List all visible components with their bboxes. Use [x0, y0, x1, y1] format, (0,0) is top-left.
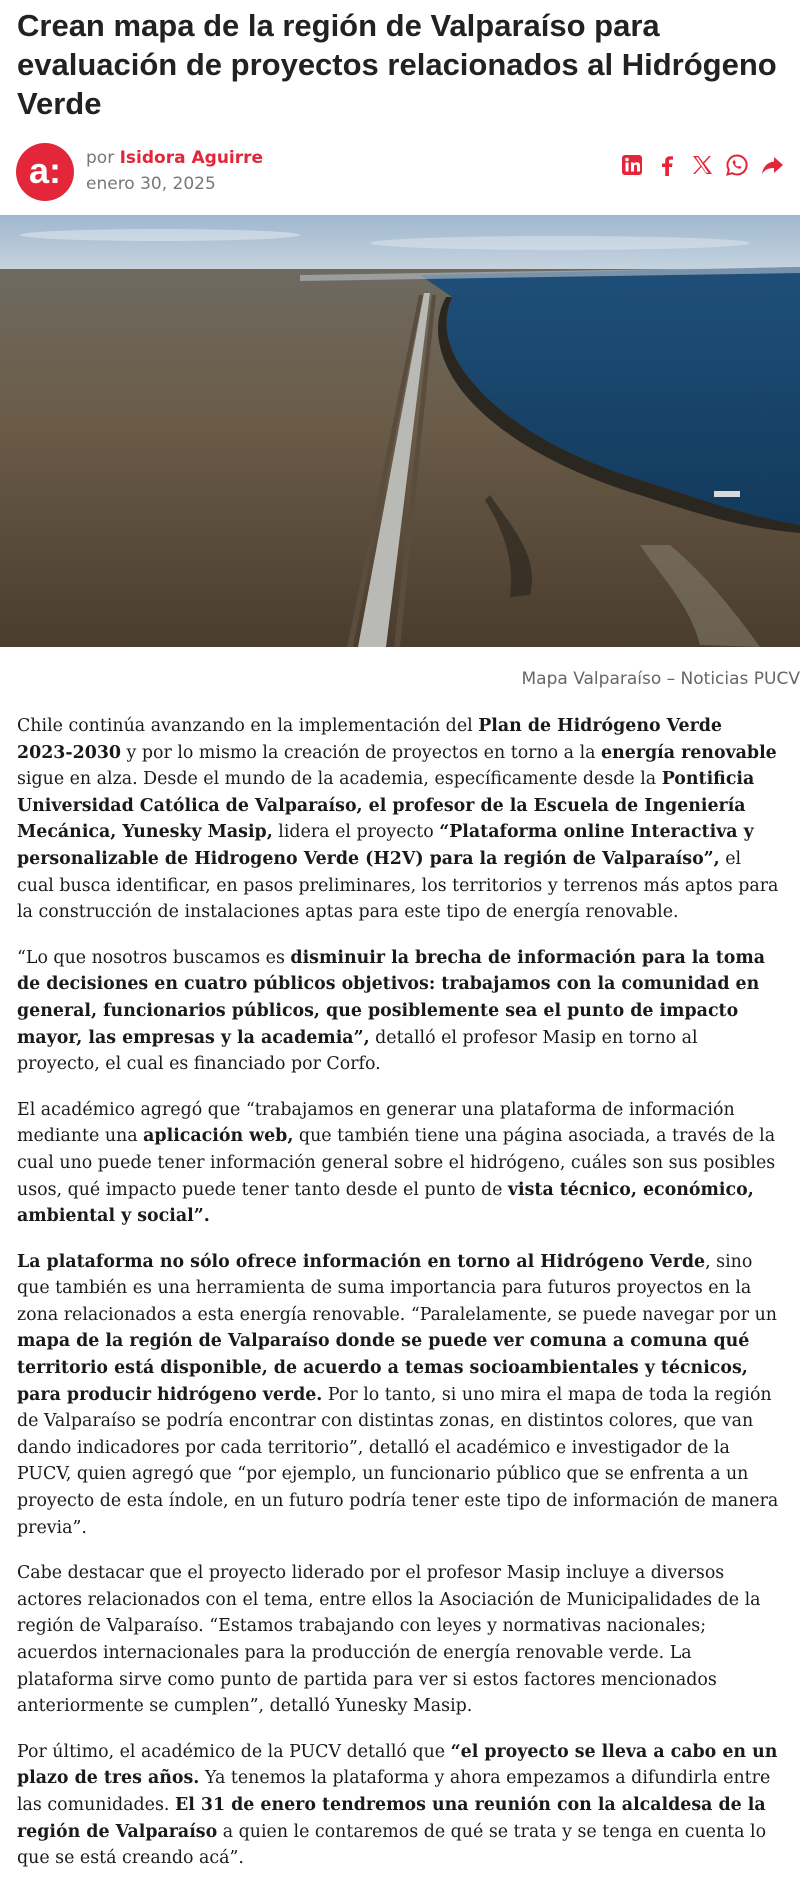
share-bar [620, 153, 784, 177]
body-paragraph [17, 1560, 783, 1720]
text-run: Chile continúa avanzando en la implementación del [17, 716, 479, 736]
bold-text: Pontificia Universidad Católica de Valparaíso, el profesor de la Escuela de Ingeniería Mecánica, Yunesky Masip, [17, 769, 755, 843]
text-run: a quien le contaremos de qué se trata y se tenga en cuenta lo que se está creando acá”. [17, 1821, 767, 1869]
by-label: por [86, 148, 115, 168]
share-icon[interactable] [760, 153, 784, 177]
bold-text: mapa de la región de Valparaíso donde se puede ver comuna a comuna qué territorio está disponible, de acuerdo a temas socioambientales y técnicos, para producir hidrógeno verde. [17, 1331, 750, 1405]
text-run: Por último, el académico de la PUCV detalló que [17, 1741, 451, 1762]
image-caption: Mapa Valparaíso – Noticias PUCV [521, 669, 800, 689]
author-link[interactable]: Isidora Aguirre [119, 148, 264, 168]
article-title: Crean mapa de la región de Valparaíso para evaluación de proyectos relacionados al Hidrógeno Verde [17, 8, 777, 121]
article-meta [0, 139, 800, 205]
publish-date: enero 30, 2025 [86, 174, 216, 194]
text-run: detalló el profesor Masip en torno al proyecto, el cual es financiado por Corfo. [17, 1027, 698, 1075]
bold-text: La plataforma no sólo ofrece información en torno al Hidrógeno Verde [17, 1251, 706, 1272]
linkedin-icon[interactable] [620, 153, 644, 177]
body-paragraph [17, 1739, 783, 1872]
text-run: Cabe destacar que el proyecto liderado por el profesor Masip incluye a diversos actores relacionados con el tema, entre ellos la Asociación de Municipalidades de la región de Valparaíso. “Estamos trabajando con leyes y normativas nacionales; acuerdos internacionales para la producción de energía renovable verde. La plataforma sirve como punto de partida para ver si estos factores mencionados anteriormente se cumplen”, detalló Yunesky Masip. [17, 1563, 761, 1717]
bold-text: El 31 de enero tendremos una reunión con la alcaldesa de la región de Valparaíso [17, 1794, 766, 1842]
bold-text: disminuir la brecha de información para la toma de decisiones en cuatro públicos objetivos: trabajamos con la comunidad en general, funcionarios públicos, que posiblemente sea el punto de impacto mayor, las empresas y la academia”, [17, 947, 766, 1048]
text-run: Por lo tanto, si uno mira el mapa de toda la región de Valparaíso se podría encontrar con distintas zonas, en distintos colores, que van dando indicadores por cada territorio”, detalló el académico e investigador de la PUCV, quien agregó que “por ejemplo, un funcionario público que se enfrenta a un proyecto de esta índole, en un futuro podría tener este tipo de información de manera previa”. [17, 1384, 779, 1538]
text-run: lidera el proyecto [272, 822, 440, 843]
text-run: “Lo que nosotros buscamos es [17, 947, 291, 968]
text-run: que también tiene una página asociada, a través de la cual uno puede tener información general sobre el hidrógeno, cuáles son sus posibles usos, qué impacto puede tener tanto desde el punto de [17, 1126, 776, 1200]
hero-image [0, 215, 800, 647]
byline [86, 145, 263, 197]
text-run: El académico agregó que “trabajamos en generar una plataforma de información mediante una [17, 1099, 735, 1147]
body-paragraph [17, 1097, 783, 1230]
body-paragraph [17, 1249, 783, 1542]
facebook-icon[interactable] [655, 153, 679, 177]
text-run: el cual busca identificar, en pasos preliminares, los territorios y terrenos más aptos para la construcción de instalaciones aptas para este tipo de energía renovable. [17, 848, 779, 923]
bold-text: “el proyecto se lleva a cabo en un plazo de tres años. [17, 1741, 778, 1789]
text-run: , sino que también es una herramienta de suma importancia para futuros proyectos en la zona relacionados a esta energía renovable. “Paralelamente, se puede navegar por un [17, 1251, 778, 1325]
text-run: sigue en alza. Desde el mundo de la academia, específicamente desde la [17, 769, 662, 790]
avatar[interactable]: a: [16, 143, 74, 201]
body-paragraph [17, 713, 783, 926]
text-run: Ya tenemos la plataforma y ahora empezamos a difundirla entre las comunidades. [17, 1768, 771, 1815]
bold-text: “Plataforma online Interactiva y personalizable de Hidrogeno Verde (H2V) para la región de Valparaíso”, [17, 822, 754, 869]
bold-text: aplicación web, [143, 1126, 294, 1147]
x-icon[interactable] [690, 153, 714, 177]
bold-text: Plan de Hidrógeno Verde 2023-2030 [17, 716, 722, 763]
article-body [0, 689, 800, 1872]
body-paragraph [17, 945, 783, 1078]
text-run: y por lo mismo la creación de proyectos en torno a la [121, 742, 602, 763]
bold-text: vista técnico, económico, ambiental y social”. [17, 1179, 754, 1227]
bold-text: energía renovable [601, 742, 777, 763]
whatsapp-icon[interactable] [725, 153, 749, 177]
